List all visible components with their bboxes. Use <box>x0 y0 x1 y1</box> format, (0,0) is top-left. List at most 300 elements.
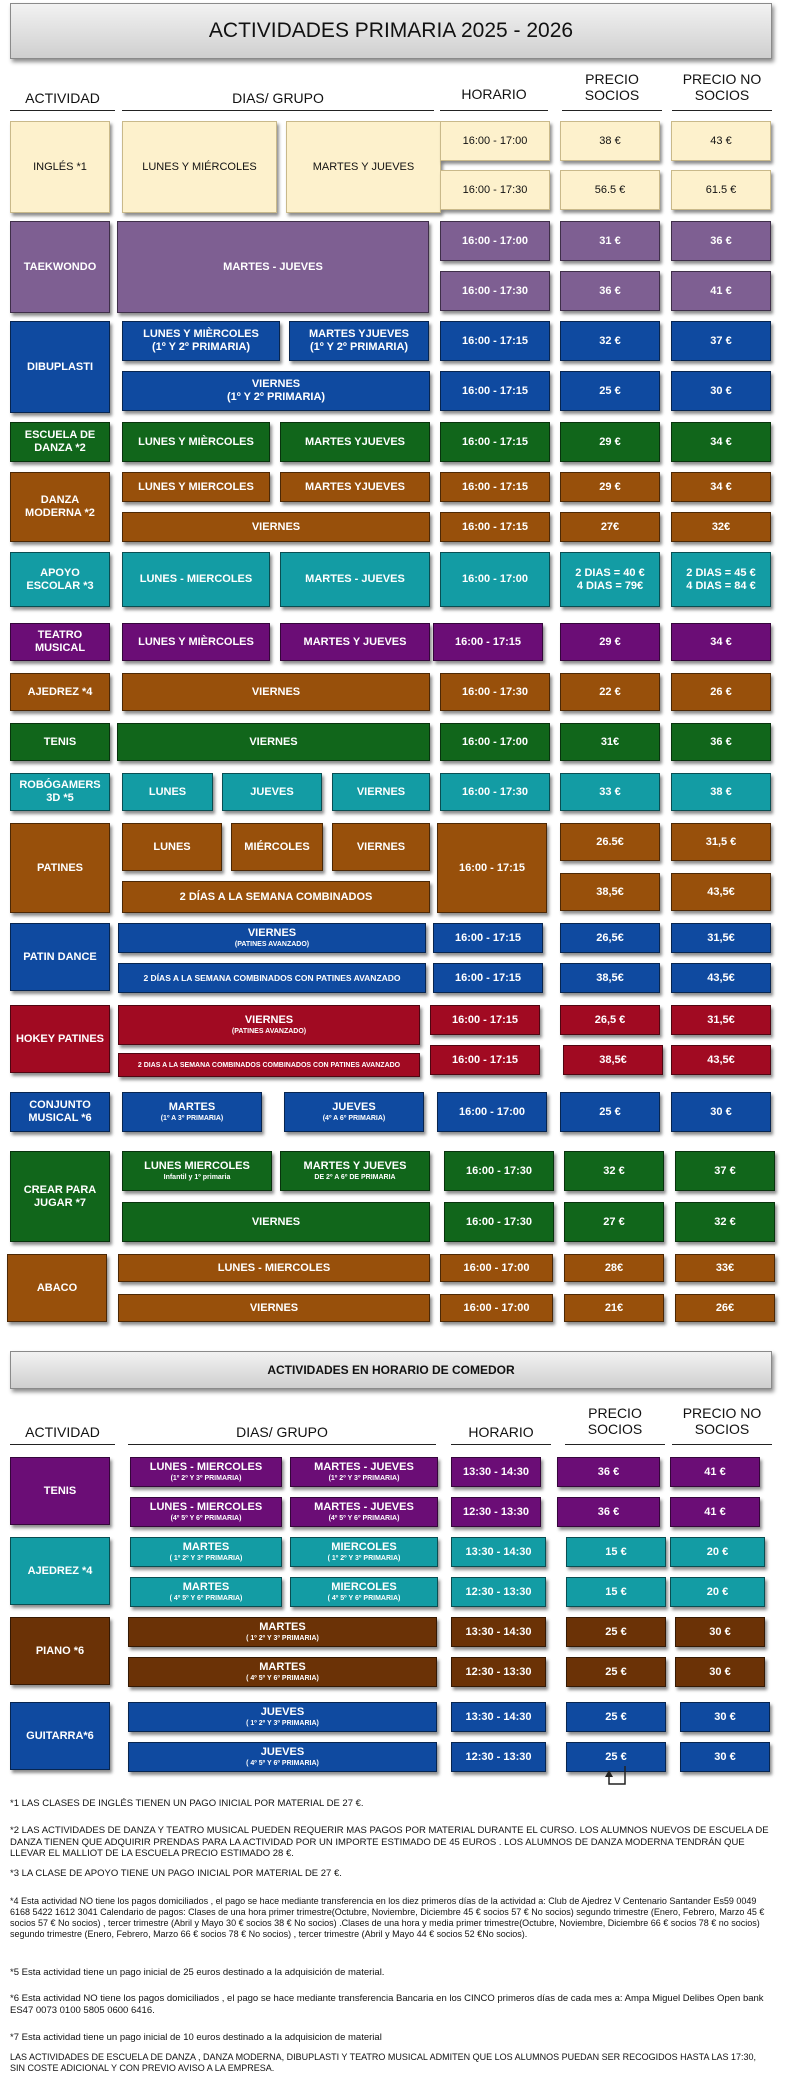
cell-c-pia-p1 <box>566 1617 666 1647</box>
cell-cpj-p1 <box>564 1151 664 1191</box>
cell-hk-p1 <box>560 1005 660 1035</box>
cell-ingles-n2 <box>671 170 771 210</box>
cell-c-gui-p1 <box>566 1702 666 1732</box>
cell-text: MARTES YJUEVES <box>304 480 406 493</box>
cell-text: LUNES Y MIÉRCOLES <box>142 160 257 173</box>
cell-text: VIERNES <box>251 378 301 390</box>
cell-pd-d1 <box>118 923 426 953</box>
cell-text: 36 € <box>710 234 732 247</box>
cell-text: VIERNES <box>251 685 301 698</box>
cell-c-aje-d2 <box>290 1537 438 1567</box>
cell-c-aje-n2 <box>670 1577 765 1607</box>
cell-text: DIBUPLASTI <box>27 360 93 373</box>
cell-text: 12:30 - 13:30 <box>465 1585 532 1598</box>
cell-dib-name <box>10 321 110 413</box>
cell-text: VIERNES <box>356 840 406 853</box>
cell-subtext: DE 2º A 6º DE PRIMARIA <box>314 1174 396 1181</box>
cell-pd-n1 <box>671 923 771 953</box>
cell-text: 13:30 - 14:30 <box>465 1545 532 1558</box>
header-horario: HORARIO <box>468 1424 534 1440</box>
header-horario: HORARIO <box>461 86 527 102</box>
cell-cpj-h1 <box>444 1151 554 1191</box>
cell-hk-h2 <box>430 1045 540 1075</box>
cell-pat-name <box>10 823 110 913</box>
cell-c-pia-h1 <box>451 1617 546 1647</box>
cell-pd-p2 <box>560 963 660 993</box>
cell-text: 32€ <box>711 520 731 533</box>
cell-ingles-d2 <box>286 121 441 213</box>
cell-text: 30 € <box>710 1105 732 1118</box>
cell-text: 26 € <box>710 685 732 698</box>
cell-c-ten-d1 <box>130 1457 282 1487</box>
cell-c-aje-name <box>10 1537 110 1605</box>
cell-tkd-name <box>10 221 110 313</box>
cell-text: VIERNES <box>356 785 406 798</box>
header-underline <box>128 1444 436 1445</box>
cell-apo-name <box>10 552 110 607</box>
cell-aba-name <box>7 1254 107 1322</box>
cell-subtext: ( 4º 5º Y 6º PRIMARIA) <box>246 1760 319 1767</box>
cell-text: 16:00 - 17:30 <box>461 685 529 698</box>
cell-subtext: ( 4º 5º Y 6º PRIMARIA) <box>327 1595 401 1602</box>
cell-pat-h1 <box>437 823 547 913</box>
header-underline <box>672 110 772 111</box>
cell-text: MARTES <box>182 1541 230 1553</box>
cell-c-pia-p2 <box>566 1657 666 1687</box>
cell-dib-p2 <box>560 371 660 411</box>
cell-cm-name <box>10 1092 110 1132</box>
header-precio_socios: PRECIO SOCIOS <box>584 71 640 103</box>
cell-dm-name <box>10 472 110 542</box>
cell-c-pia-name <box>10 1617 110 1685</box>
cell-dib-h1 <box>440 321 550 361</box>
cell-c-pia-n1 <box>675 1617 765 1647</box>
cell-aba-p1 <box>564 1254 664 1282</box>
cell-dib-d3 <box>122 371 430 411</box>
cell-dm-h2 <box>440 512 550 542</box>
cell-text: 30 € <box>709 1665 731 1678</box>
cell-text: ABACO <box>36 1281 78 1294</box>
cell-text: 16:00 - 17:00 <box>458 1105 526 1118</box>
page-title <box>10 3 772 59</box>
cell-cpj-d3 <box>122 1202 430 1242</box>
cell-text: VIERNES <box>249 735 298 748</box>
cell-text: 2 DÍAS A LA SEMANA COMBINADOS CON PATINES AVANZADO <box>143 972 401 983</box>
cell-text: TEATRO MUSICAL <box>34 629 86 654</box>
header-actividad: ACTIVIDAD <box>25 1424 100 1440</box>
cell-tkd-p2 <box>560 271 660 311</box>
cell-cpj-n1 <box>675 1151 775 1191</box>
cell-text: 32 € <box>603 1164 625 1177</box>
cell-c-ten-h2 <box>451 1497 541 1527</box>
cell-c-aje-h1 <box>451 1537 546 1567</box>
cell-text: 37 € <box>714 1164 736 1177</box>
cell-text: 25 € <box>605 1625 627 1638</box>
cell-pd-p1 <box>560 923 660 953</box>
cell-text: 41 € <box>710 284 732 297</box>
cell-tea-d1 <box>122 623 270 661</box>
cell-c-ten-d3 <box>130 1497 282 1527</box>
cell-text: 12:30 - 13:30 <box>465 1750 532 1763</box>
cell-text: 16:00 - 17:30 <box>462 183 528 196</box>
cell-tkd-n2 <box>671 271 771 311</box>
cell-apo-d2 <box>280 552 430 607</box>
cell-text: 25 € <box>605 1750 627 1763</box>
cell-c-gui-d2 <box>128 1742 437 1772</box>
cell-rob-d2 <box>222 773 322 811</box>
cell-subtext: ( 1º 2º Y 3º PRIMARIA) <box>327 1555 401 1562</box>
header-underline <box>565 1444 665 1445</box>
cell-text: LUNES - MIERCOLES <box>149 1461 263 1473</box>
cell-text: TENIS <box>43 735 77 748</box>
cell-text: 38,5€ <box>599 1053 627 1066</box>
cell-text: 34 € <box>710 480 732 493</box>
cell-hk-n1 <box>671 1005 771 1035</box>
cell-text: MARTES YJUEVES <box>308 328 410 340</box>
cell-c-pia-h2 <box>451 1657 546 1687</box>
cell-text: 61.5 € <box>705 183 737 196</box>
cell-tea-name <box>10 623 110 661</box>
cell-text: 25 € <box>599 384 621 397</box>
cell-text: 30 € <box>714 1710 736 1723</box>
cell-ingles-h1 <box>440 121 550 161</box>
footnote: *7 Esta actividad tiene un pago inicial de 10 euros destinado a la adquisicion de material <box>10 2032 382 2043</box>
cell-apo-d1 <box>122 552 270 607</box>
cell-dm-h1 <box>440 472 550 502</box>
cell-subtext: ( 1º 2º Y 3º PRIMARIA) <box>246 1720 319 1727</box>
cell-text: 27€ <box>600 520 620 533</box>
cell-text: MIÉRCOLES <box>244 840 310 853</box>
cell-text: 2 DIAS = 40 € <box>575 566 645 579</box>
cell-text: 43,5€ <box>707 885 735 898</box>
cell-hk-d1 <box>118 1005 420 1045</box>
cell-text: 16:00 - 17:00 <box>461 735 529 748</box>
cell-esc-d1 <box>122 422 270 462</box>
cell-text: 16:00 - 17:15 <box>454 635 522 648</box>
cell-cm-h1 <box>437 1092 547 1132</box>
header-dias: DIAS/ GRUPO <box>232 90 324 106</box>
cell-text: MARTES YJUEVES <box>304 435 406 448</box>
header-underline <box>10 110 115 111</box>
cell-text: 36 € <box>710 735 732 748</box>
cell-text: MARTES - JUEVES <box>314 1461 414 1473</box>
cell-pd-n2 <box>671 963 771 993</box>
cell-text: LUNES Y MIÈRCOLES <box>138 435 254 448</box>
cell-apo-h1 <box>440 552 550 607</box>
cell-dm-p2 <box>560 512 660 542</box>
header-underline <box>440 110 548 111</box>
cell-ten-name <box>10 723 110 761</box>
section-title-comedor <box>10 1351 772 1389</box>
cell-text: MARTES Y JUEVES <box>303 635 407 648</box>
cell-text: LUNES Y MIERCOLES <box>138 480 254 493</box>
cell-aje-d1 <box>122 673 430 711</box>
cell-ingles-p1 <box>560 121 660 161</box>
cell-hk-p2 <box>563 1045 663 1075</box>
cell-dm-d1 <box>122 472 270 502</box>
cell-subtext: (PATINES AVANZADO) <box>234 941 310 948</box>
cell-tea-h1 <box>433 623 543 661</box>
cell-text: 16:00 - 17:15 <box>458 861 526 874</box>
cell-text: 16:00 - 17:30 <box>461 284 529 297</box>
cell-text: 12:30 - 13:30 <box>465 1665 532 1678</box>
cell-text: 16:00 - 17:15 <box>461 520 529 533</box>
cell-subtext: (1º 2º Y 3º PRIMARIA) <box>170 1475 242 1482</box>
cell-apo-n1 <box>671 552 771 607</box>
cell-text: 41 € <box>704 1505 726 1518</box>
cell-aje-h1 <box>440 673 550 711</box>
cell-text: 34 € <box>710 635 732 648</box>
cell-text: 29 € <box>599 480 621 493</box>
header-underline <box>451 1444 551 1445</box>
cell-cpj-d2 <box>280 1151 430 1191</box>
cell-text: PIANO *6 <box>35 1644 85 1657</box>
cell-aba-n1 <box>675 1254 775 1282</box>
cell-aje-name <box>10 673 110 711</box>
cell-text: 25 € <box>605 1665 627 1678</box>
cell-ingles-d1 <box>122 121 277 213</box>
cell-text: VIERNES <box>244 1014 294 1026</box>
cell-dm-n2 <box>671 512 771 542</box>
cell-text: 38 € <box>599 134 621 147</box>
cell-text: LUNES Y MIÈRCOLES <box>138 635 254 648</box>
cell-tea-d2 <box>280 623 430 661</box>
cell-text: 33 € <box>599 785 621 798</box>
cell-rob-name <box>10 773 110 811</box>
cell-text: 22 € <box>599 685 621 698</box>
cell-text: 36 € <box>597 1465 620 1478</box>
cell-text: 16:00 - 17:15 <box>454 931 522 944</box>
cell-dib-d1 <box>122 321 280 361</box>
cell-c-gui-n1 <box>680 1702 770 1732</box>
cell-text: 27 € <box>603 1215 625 1228</box>
header-precio_socios: PRECIO SOCIOS <box>587 1405 643 1437</box>
cell-cm-p1 <box>560 1092 660 1132</box>
footnote: *2 LAS ACTIVIDADES DE DANZA Y TEATRO MUSICAL PUEDEN REQUERIR MAS PAGOS POR MATERIAL DURANTE EL CURSO. LOS ALUMNOS NUEVOS DE ESCUELA DE DANZA TIENEN QUE ADQUIRIR PRENDAS PARA LA ACTIVIDAD POR UN IMPORTE ESTIMADO DE 45 EUROS . LOS ALUMNOS DE DANZA MODERNA TENDRÁN QUE LLEVAR EL MALLIOT DE LA ESCUELA PRECIO ESTIMADO 28 €. <box>10 1825 769 1859</box>
cell-cpj-name <box>10 1151 110 1242</box>
cell-text: 12:30 - 13:30 <box>462 1505 530 1518</box>
cell-text: 43 € <box>710 134 732 147</box>
cell-cpj-p2 <box>564 1202 664 1242</box>
cell-pat-d3 <box>332 823 430 871</box>
cell-c-gui-name <box>10 1702 110 1770</box>
cell-text: MARTES <box>259 1661 306 1673</box>
cell-text-line2: 4 DIAS = 79€ <box>576 579 644 592</box>
cell-cm-d1 <box>122 1092 262 1132</box>
header-underline <box>672 1444 772 1445</box>
cell-dib-n1 <box>671 321 771 361</box>
cell-tkd-h1 <box>440 221 550 261</box>
cell-text: 38,5€ <box>596 885 624 898</box>
cell-aje-n1 <box>671 673 771 711</box>
cell-cm-d2 <box>284 1092 424 1132</box>
cell-tea-n1 <box>671 623 771 661</box>
cell-text: 16:00 - 17:30 <box>465 1215 533 1228</box>
cell-text: 2 DIAS = 45 € <box>686 566 756 579</box>
cell-text: 43,5€ <box>707 1053 735 1066</box>
cell-subtext: (4º 5º Y 6º PRIMARIA) <box>328 1515 400 1522</box>
cell-text: 16:00 - 17:15 <box>451 1013 519 1026</box>
section-title-comedor-text: ACTIVIDADES EN HORARIO DE COMEDOR <box>267 1363 515 1377</box>
cell-rob-h1 <box>440 773 550 811</box>
cell-text: 31,5€ <box>707 931 735 944</box>
cell-pd-h1 <box>433 923 543 953</box>
cell-text: JUEVES <box>260 1706 305 1718</box>
cell-c-aje-n1 <box>670 1537 765 1567</box>
cell-text: CREAR PARA JUGAR *7 <box>23 1183 97 1209</box>
cell-c-aje-d4 <box>290 1577 438 1607</box>
footnote: *5 Esta actividad tiene un pago inicial de 25 euros destinado a la adquisición de material. <box>10 1967 385 1978</box>
cell-c-pia-n2 <box>675 1657 765 1687</box>
footnote: *1 LAS CLASES DE INGLÉS TIENEN UN PAGO INICIAL POR MATERIAL DE 27 €. <box>10 1798 364 1809</box>
cell-text: MARTES Y JUEVES <box>303 1160 407 1172</box>
footnote: *3 LA CLASE DE APOYO TIENE UN PAGO INICIAL POR MATERIAL DE 27 €. <box>10 1868 342 1879</box>
cell-pd-d2 <box>118 963 426 993</box>
cell-text: 21€ <box>604 1301 624 1314</box>
cell-text: 31,5€ <box>707 1013 735 1026</box>
cell-hk-name <box>10 1005 110 1073</box>
cell-text: 26.5€ <box>596 835 624 848</box>
footnote: LAS ACTIVIDADES DE ESCUELA DE DANZA , DANZA MODERNA, DIBUPLASTI Y TEATRO MUSICAL ADMITEN QUE LOS ALUMNOS PUEDAN SER RECOGIDOS HASTA LAS 17:30, SIN COSTE ADICIONAL Y CON PREVIO AVISO A LA EMPRESA. <box>10 2052 757 2073</box>
cell-text: MARTES <box>259 1621 306 1633</box>
cell-text: AJEDREZ *4 <box>27 685 93 698</box>
cell-c-gui-n2 <box>680 1742 770 1772</box>
cell-text: 16:00 - 17:00 <box>463 1301 530 1314</box>
cell-pat-p2 <box>560 873 660 911</box>
cell-text: 30 € <box>714 1750 736 1763</box>
cell-text: PATINES <box>36 861 84 874</box>
header-actividad: ACTIVIDAD <box>25 90 100 106</box>
cell-subtext: (1º Y 2º PRIMARIA) <box>151 341 251 353</box>
cell-text: 16:00 - 17:15 <box>461 384 529 397</box>
cell-text: DANZA MODERNA *2 <box>25 494 95 519</box>
cell-text: TENIS <box>43 1484 77 1497</box>
header-underline <box>122 110 434 111</box>
cell-dm-d3 <box>122 512 430 542</box>
cell-text: LUNES Y MIÈRCOLES <box>143 328 259 340</box>
cell-text: 26€ <box>715 1301 735 1314</box>
cell-text: LUNES <box>148 785 187 798</box>
cell-c-aje-d3 <box>130 1577 282 1607</box>
cell-text: LUNES <box>153 840 191 853</box>
cell-c-ten-d4 <box>290 1497 438 1527</box>
cell-apo-p1 <box>560 552 660 607</box>
header-underline <box>562 110 662 111</box>
cell-text: 31 € <box>599 234 621 247</box>
cell-text: LUNES MIERCOLES <box>144 1160 250 1172</box>
cell-text: 43,5€ <box>707 971 735 984</box>
cell-pat-d4 <box>122 881 430 913</box>
cell-text: 16:00 - 17:15 <box>451 1053 519 1066</box>
cell-text: TAEKWONDO <box>23 260 97 273</box>
cell-text: VIERNES <box>249 1301 299 1314</box>
cell-dib-d2 <box>289 321 429 361</box>
cell-text: 56.5 € <box>594 183 626 196</box>
cell-text: GUITARRA*6 <box>26 1729 94 1742</box>
cell-text: ROBÓGAMERS 3D *5 <box>19 779 101 804</box>
cell-text: 16:00 - 17:00 <box>461 573 529 585</box>
cell-text: ESCUELA DE DANZA *2 <box>24 429 96 454</box>
cell-text: 37 € <box>710 334 732 347</box>
cell-c-aje-p2 <box>566 1577 666 1607</box>
cell-text: 28€ <box>604 1261 624 1274</box>
cell-rob-d1 <box>122 773 213 811</box>
footnote: *6 Esta actividad NO tiene los pagos domiciliados , el pago se hace mediante transferencia Bancaria en los CINCO primeros días de cada mes a: Ampa Miguel Delibes Open bank ES47 0073 0100 5805 0600 6416. <box>10 1993 764 2016</box>
cell-ten-d1 <box>117 723 430 761</box>
cell-text: LUNES - MIERCOLES <box>149 1501 263 1513</box>
cell-text-line2: 4 DIAS = 84 € <box>686 579 756 592</box>
header-underline <box>10 1444 115 1445</box>
cell-esc-h1 <box>440 422 550 462</box>
cell-text: 26,5€ <box>596 931 624 944</box>
cell-text: 36 € <box>599 284 621 297</box>
cell-text: 13:30 - 14:30 <box>465 1625 532 1638</box>
cell-subtext: ( 1º 2º Y 3º PRIMARIA) <box>169 1555 243 1562</box>
cell-dm-p1 <box>560 472 660 502</box>
cell-aba-h1 <box>440 1254 553 1282</box>
cell-text: MARTES - JUEVES <box>305 573 405 585</box>
cell-c-aje-d1 <box>130 1537 282 1567</box>
cell-text: INGLÉS *1 <box>33 160 87 173</box>
cell-c-ten-p1 <box>557 1457 660 1487</box>
cell-text: 2 DIAS A LA SEMANA COMBINADOS COMBINADOS CON PATINES AVANZADO <box>137 1061 401 1069</box>
cell-text: MIERCOLES <box>331 1581 397 1593</box>
cell-text: 16:00 - 17:15 <box>461 435 529 448</box>
cell-text: MARTES <box>168 1101 216 1113</box>
cell-tkd-n1 <box>671 221 771 261</box>
footnote: *4 Esta actividad NO tiene los pagos domiciliados , el pago se hace mediante transferencia en los diez primeros días de la actividad a: Club de Ajedrez V Centenario Santander Es59 0049 6168 5422 1612 3041 Calendario de pagos: Clases de una hora primer trimestre(Octubre, Noviembre, Diciembre 45 € socios 57 € No socios) segundo trimestre (Enero, Febrero, Marzo 45 € socios 57 € No socios) , tercer trimestre (Abril y Mayo 30 € socios 38 € No socios) .Clases de una hora y media primer trimestre(Octubre, Noviembre, Diciembre 66 € socios 78 € no socios) segundo trimestre (Enero, Febrero, Marzo 66 € socios 78 € No socios) , tercer trimestre (Abril y Mayo 44 € socios 52 €No socios). <box>10 1896 765 1939</box>
cell-ten-p1 <box>560 723 660 761</box>
cell-ingles-n1 <box>671 121 771 161</box>
cell-text: APOYO ESCOLAR *3 <box>26 566 94 592</box>
cell-text: MIERCOLES <box>331 1541 397 1553</box>
cell-aba-h2 <box>440 1294 553 1322</box>
cell-text: 33€ <box>715 1261 735 1274</box>
cell-ingles-p2 <box>560 170 660 210</box>
cell-cm-n1 <box>671 1092 771 1132</box>
cell-text: MARTES - JUEVES <box>223 260 323 273</box>
cell-subtext: Infantil y 1º primaria <box>163 1174 231 1181</box>
cell-aba-n2 <box>675 1294 775 1322</box>
cell-rob-d3 <box>332 773 430 811</box>
cell-text: HOKEY PATINES <box>15 1032 105 1045</box>
cell-esc-name <box>10 422 110 462</box>
cell-c-aje-p1 <box>566 1537 666 1567</box>
cell-text: 29 € <box>599 435 621 448</box>
cell-text: 2 DÍAS A LA SEMANA COMBINADOS <box>179 890 373 903</box>
cell-text: 15 € <box>605 1545 627 1558</box>
cell-dib-h2 <box>440 371 550 411</box>
cell-text: 34 € <box>710 435 732 448</box>
cell-pat-d2 <box>231 823 323 871</box>
cell-c-gui-d1 <box>128 1702 437 1732</box>
cell-cpj-h2 <box>444 1202 554 1242</box>
cell-aba-d1 <box>118 1254 430 1282</box>
cell-dib-p1 <box>560 321 660 361</box>
cell-cpj-d1 <box>122 1151 272 1191</box>
cell-text: 20 € <box>706 1585 729 1598</box>
cell-c-gui-h2 <box>451 1742 546 1772</box>
arrow-icon <box>603 1766 631 1792</box>
cell-pd-name <box>10 923 110 991</box>
cell-esc-n1 <box>671 422 771 462</box>
cell-subtext: ( 1º 2º Y 3º PRIMARIA) <box>246 1635 319 1642</box>
cell-text: 36 € <box>597 1505 620 1518</box>
cell-pat-d1 <box>122 823 222 871</box>
cell-aba-p2 <box>564 1294 664 1322</box>
cell-subtext: (PATINES AVANZADO) <box>231 1028 307 1035</box>
cell-tea-p1 <box>560 623 660 661</box>
